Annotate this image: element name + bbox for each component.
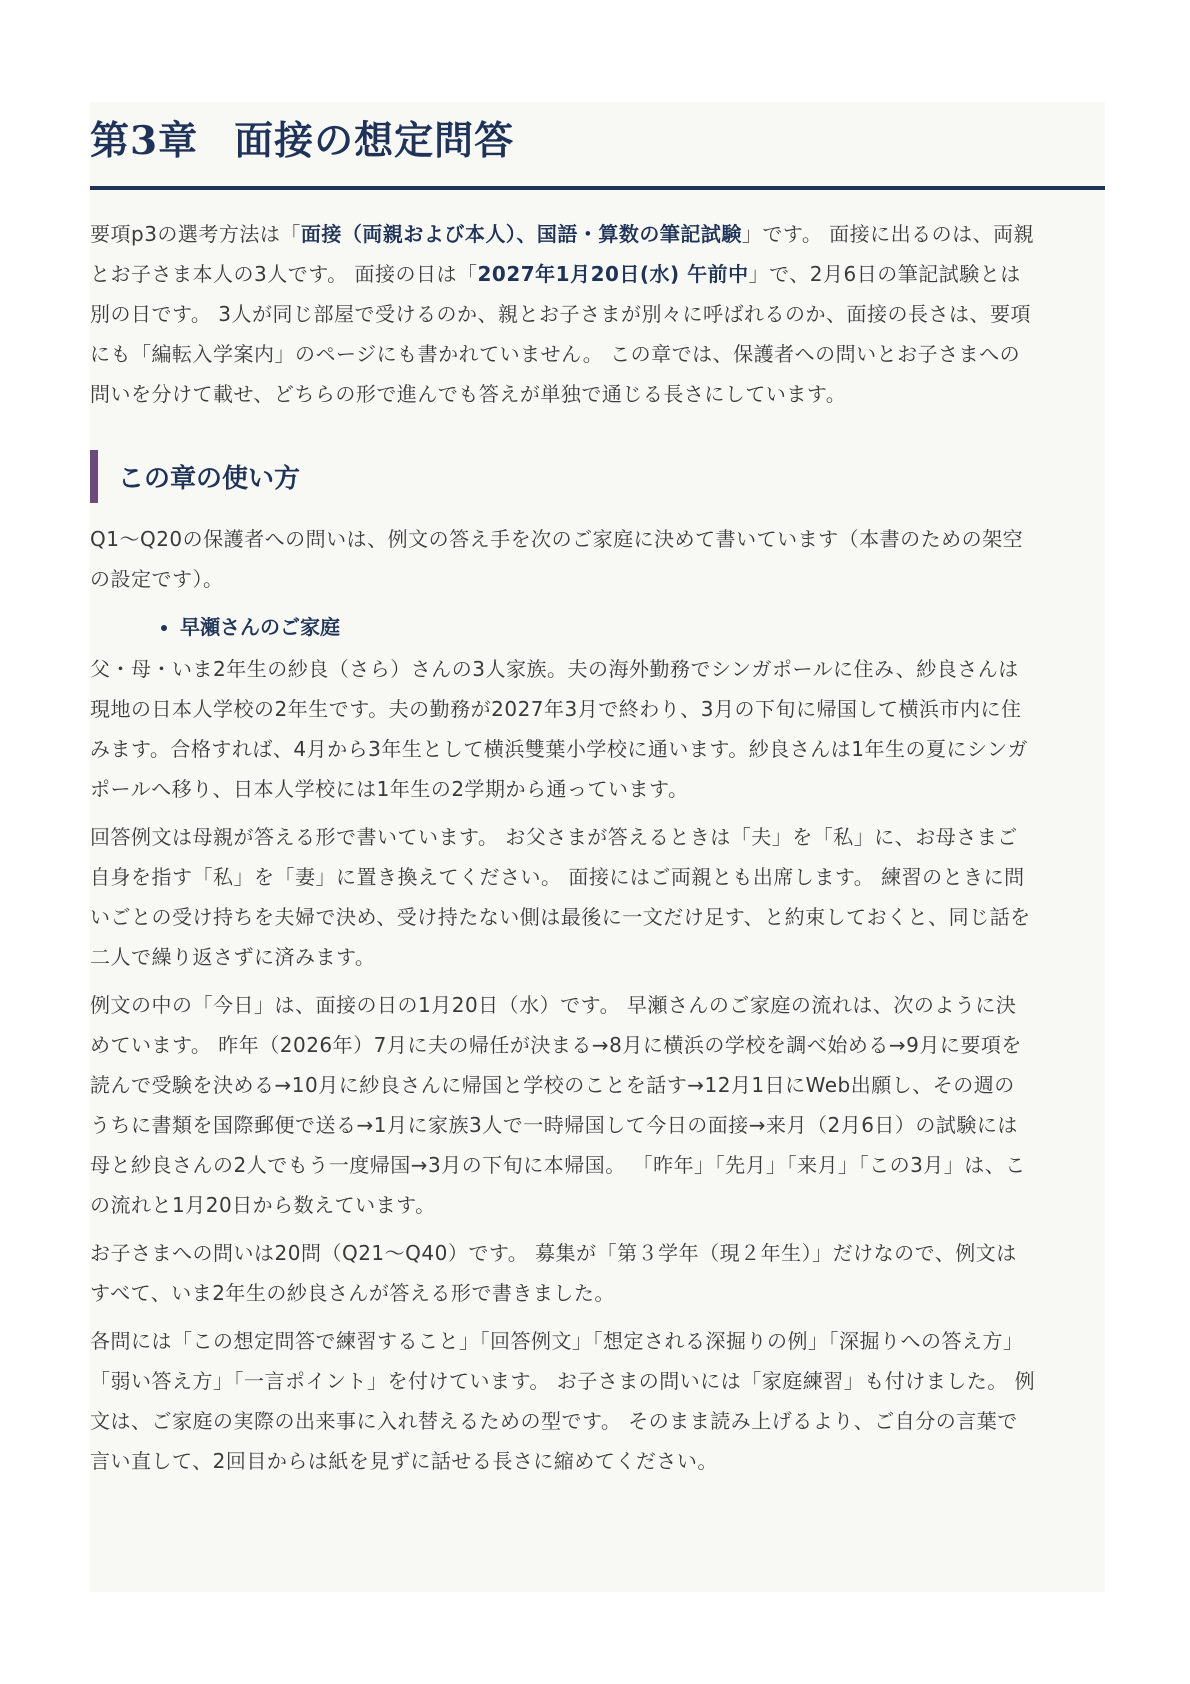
paragraph-structure (90, 1321, 1105, 1481)
intro-text: 」です。 面接に出るのは、両親 (741, 222, 1035, 246)
paragraph-line: 例文の中の「今日」は、面接の日の1月20日（水）です。 早瀬さんのご家庭の流れは、次のように決 (90, 993, 1017, 1017)
section-heading: この章の使い方 (90, 450, 1105, 503)
paragraph-child-questions (90, 1233, 1105, 1313)
selection-method-highlight: 面接（両親および本人）、国語・算数の筆記試験 (300, 222, 742, 246)
intro-paragraph (90, 214, 1105, 414)
chapter-number: 第3章 (90, 118, 199, 164)
paragraph-line: 父・母・いま2年生の紗良（さら）さんの3人家族。夫の海外勤務でシンガポールに住み、紗良さんは (90, 657, 1019, 681)
paragraph-line: ポールへ移り、日本人学校には1年生の2学期から通っています。 (90, 777, 689, 801)
paragraph-line: すべて、いま2年生の紗良さんが答える形で書きました。 (90, 1281, 615, 1305)
paragraph-line: 現地の日本人学校の2年生です。夫の勤務が2027年3月で終わり、3月の下旬に帰国して横浜市内に住 (90, 697, 1022, 721)
family-list (90, 607, 1105, 647)
paragraph-answerer (90, 817, 1105, 977)
document-page (90, 102, 1105, 1592)
paragraph-setting (90, 519, 1105, 599)
paragraph-line: お子さまへの問いは20問（Q21〜Q40）です。 募集が「第３学年（現２年生）」だけなので、例文は (90, 1241, 1017, 1265)
chapter-name: 面接の想定問答 (234, 118, 515, 164)
intro-text: 」で、2月6日の筆記試験とは (748, 262, 1021, 286)
paragraph-line: みます。合格すれば、4月から3年生として横浜雙葉小学校に通います。紗良さんは1年生の夏にシンガ (90, 737, 1028, 761)
paragraph-line: 文は、ご家庭の実際の出来事に入れ替えるための型です。 そのまま読み上げるより、ご自分の言葉で (90, 1409, 1018, 1433)
paragraph-family (90, 649, 1105, 809)
interview-date-highlight: 2027年1月20日(水) 午前中 (477, 262, 749, 286)
paragraph-line: Q1〜Q20の保護者への問いは、例文の答え手を次のご家庭に決めて書いています（本書のための架空 (90, 527, 1024, 551)
paragraph-line: 「弱い答え方」「一言ポイント」を付けています。 お子さまの問いには「家庭練習」も付けました。 例 (90, 1369, 1036, 1393)
intro-text: とお子さま本人の3人です。 面接の日は「 (90, 262, 478, 286)
paragraph-line: の設定です）。 (90, 567, 224, 591)
chapter-title (90, 102, 1105, 190)
intro-text: 問いを分けて載せ、どちらの形で進んでも答えが単独で通じる長さにしています。 (90, 382, 847, 406)
intro-text: にも「編転入学案内」のページにも書かれていません。 この章では、保護者への問いとお子さまへの (90, 342, 1021, 366)
paragraph-line: めています。 昨年（2026年）7月に夫の帰任が決まる→8月に横浜の学校を調べ始める→9月に要項を (90, 1033, 1022, 1057)
intro-text: 別の日です。 3人が同じ部屋で受けるのか、親とお子さまが別々に呼ばれるのか、面接の長さは、要項 (90, 302, 1031, 326)
paragraph-line: 言い直して、2回目からは紙を見ずに話せる長さに縮めてください。 (90, 1449, 718, 1473)
paragraph-line: 各問には「この想定問答で練習すること」「回答例文」「想定される深掘りの例」「深掘りへの答え方」 (90, 1329, 1024, 1353)
paragraph-timeline (90, 985, 1105, 1225)
paragraph-line: 自身を指す「私」を「妻」に置き換えてください。 面接にはご両親とも出席します。 練習のときに問 (90, 865, 1025, 889)
family-list-item: • 早瀬さんのご家庭 (180, 607, 1105, 647)
paragraph-line: の流れと1月20日から数えています。 (90, 1193, 436, 1217)
paragraph-line: 母と紗良さんの2人でもう一度帰国→3月の下旬に本帰国。 「昨年」「先月」「来月」「この3月」は、こ (90, 1153, 1026, 1177)
paragraph-line: 読んで受験を決める→10月に紗良さんに帰国と学校のことを話す→12月1日にWeb出願し、その週の (90, 1073, 1015, 1097)
paragraph-line: いごとの受け持ちを夫婦で決め、受け持たない側は最後に一文だけ足す、と約束しておくと、同じ話を (90, 905, 1031, 929)
intro-text: 要項p3の選考方法は「 (90, 222, 301, 246)
paragraph-line: 回答例文は母親が答える形で書いています。 お父さまが答えるときは「夫」を「私」に、お母さまご (90, 825, 1018, 849)
paragraph-line: 二人で繰り返さずに済みます。 (90, 945, 376, 969)
paragraph-line: うちに書類を国際郵便で送る→1月に家族3人で一時帰国して今日の面接→来月（2月6日）の試験には (90, 1113, 1018, 1137)
